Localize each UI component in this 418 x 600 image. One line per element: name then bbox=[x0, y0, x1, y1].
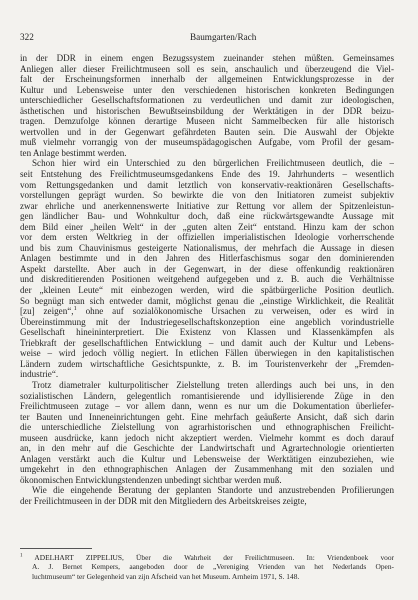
running-head: Baumgarten/Rach bbox=[190, 32, 257, 42]
body-text bbox=[20, 53, 394, 507]
text-line: in der DDR in einem engen Bezugssystem zueinander stehen müßten. Gemeinsames bbox=[20, 53, 394, 63]
text-line: museen ausdrücke, kann jedoch nicht akzeptiert werden. Vielmehr kommt es doch darauf bbox=[20, 432, 394, 443]
text-line: tragen. Demzufolge können derartige Museen nicht Sammelbecken für alle historisch bbox=[20, 116, 394, 127]
text-line: So begnügt man sich entweder damit, möglichst genau die „einstige Wirklichkeit, die Realität bbox=[20, 295, 394, 306]
footnote-line: luchtmuseum“ ter Gelegenheid van zijn Afscheid van het Museum. Arnheim 1971, S. 148. bbox=[32, 571, 300, 581]
text-line: ökonomischen Entwicklungstendenzen unbedingt sichtbar werden muß. bbox=[20, 474, 282, 485]
text-line: [zu] zeigen“,$^1$ ohne auf sozialökonomische Ursachen zu verweisen, oder es wird in bbox=[20, 306, 394, 317]
text-line: ten Anlage bestimmt werden. bbox=[20, 147, 127, 158]
text-line: Aspekt darstellte. Aber auch in der Gegenwart, in der diese offenkundig reaktionären bbox=[20, 263, 394, 274]
text-line: und diskreditierenden Positionen weitgehend aufgegeben und z. B. auch die Verhältnisse bbox=[20, 274, 394, 285]
text-line: umgekehrt in den ethnographischen Anlagen der Zusammenhang mit den sozialen und bbox=[20, 464, 394, 475]
page-header bbox=[20, 32, 396, 46]
text-line: unterschiedlicher Gesellschaftsformationen zu verdeutlichen und damit zur ideologischen, bbox=[20, 95, 394, 106]
text-line: vom Rettungsgedanken und damit letztlich von konservativ-reaktionären Gesellschafts- bbox=[20, 179, 394, 190]
text-line: dem Bild einer „heilen Welt“ in der „guten alten Zeit“ entstand. Hinzu kam der schon bbox=[20, 221, 394, 232]
text-line: an, in den mehr auf die Geschichte der Landwirtschaft und Agrartechnologie orientierten bbox=[20, 443, 394, 454]
text-line: der „kleinen Leute“ mit einbezogen werden, wird die spätbürgerliche Position deutlich. bbox=[20, 285, 394, 296]
text-line: Triebkraft der gesellschaftlichen Entwicklung – und damit auch der Kultur und Lebens- bbox=[20, 337, 394, 348]
footnote bbox=[20, 553, 394, 581]
text-line: sozialistischen Ländern, gelegentlich romantisierende und idyllisierende Züge in den bbox=[20, 390, 394, 401]
text-line: weise – wird jedoch völlig negiert. In etlichen Fällen überwiegen in den kapitalistischen bbox=[20, 348, 394, 359]
text-line: wertvollen und in der Gegenwart gefährdeten Bauten sein. Die Auswahl der Objekte bbox=[20, 126, 394, 137]
text-line: Wie die eingehende Beratung der geplanten Standorte und anzustrebenden Profilierungen bbox=[32, 485, 394, 496]
text-line: und bis zum Chauvinismus gesteigerte Nationalismus, der mehrfach die Aussage in diesen bbox=[20, 242, 394, 253]
text-line: Anlagen bestimmte und in den Jahren des Hitlerfaschismus sogar den dominierenden bbox=[20, 253, 394, 264]
text-line: Kultur und Lebensweise unter den verschiedenen historischen konkreten Bedingungen bbox=[20, 84, 394, 95]
text-line: falt der Erscheinungsformen innerhalb der allgemeinen Entwicklungsprozesse in der bbox=[20, 74, 394, 85]
text-line: Ländern zudem wirtschaftliche Gesichtspunkte, z. B. im Touristenverkehr der „Fremden- bbox=[20, 358, 394, 369]
text-line: Schon hier wird ein Unterschied zu den bürgerlichen Freilichtmuseen deutlich, die – bbox=[32, 158, 394, 169]
text-line: die unterschiedliche Zielstellung von agrarhistorischen und ethnographischen Freilicht- bbox=[20, 422, 394, 433]
text-line: Anliegen aller dieser Freilichtmuseen soll es sein, anschaulich und überzeugend die Viel- bbox=[20, 63, 394, 74]
text-line: ter Bauten und Inneneinrichtungen geht. Eine mehrfach geäußerte Ansicht, daß sich darin bbox=[20, 411, 394, 422]
text-line: Trotz diametraler kulturpolitischer Zielstellung treten allerdings auch bei uns, in den bbox=[32, 379, 394, 390]
text-line: gen ländlicher Bau- und Wohnkultur doch, daß eine rückwärtsgewandte Aussage mit bbox=[20, 211, 394, 222]
footnote-rule bbox=[20, 548, 92, 549]
text-line: vor dem ersten Weltkrieg in der offiziellen imperialistischen Ideologie vorherrschende bbox=[20, 232, 394, 243]
text-line: muß vielmehr vorrangig von der museumspädagogischen Aufgabe, vom Profil der gesam- bbox=[20, 137, 394, 148]
text-line: Gesellschaft hineininterpretiert. Die Existenz von Klassen und Klassenkämpfen als bbox=[20, 327, 394, 338]
page-number: 322 bbox=[20, 32, 34, 42]
footnote-line: $^1$ ADELHART ZIPPELIUS, Über die Wahrheit der Freilichtmuseen. In: Vriendenboek voor bbox=[20, 553, 394, 562]
text-line: ästhetischen und historischen Bewußtseinsbildung der Werktätigen in der DDR beizu- bbox=[20, 105, 394, 116]
text-line: industrie“. bbox=[20, 369, 59, 380]
text-line: seit Entstehung des Freilichtmuseumsgedankens Ende des 19. Jahrhunderts – wesentlich bbox=[20, 169, 394, 180]
text-line: Anlagen verstärkt auch die Kultur und Lebensweise der Werktätigen einzubeziehen, wie bbox=[20, 453, 394, 464]
footnote-line: A. J. Bernet Kempers, aangeboden door de „Vereniging Vrienden van het Nederlands Open- bbox=[32, 562, 394, 572]
text-line: zwar ehrliche und anerkennenswerte Initiative zur Rettung vor allem der Spitzenleistun- bbox=[20, 200, 394, 211]
text-line: Übereinstimmung mit der Industriegesellschaftskonzeption eine angeblich vorindustrielle bbox=[20, 316, 394, 327]
text-line: vorstellungen geprägt wurden. So bewirkte die von den Initiatoren zumeist subjektiv bbox=[20, 190, 394, 201]
text-line: der Freilichtmuseen in der DDR mit den Mitgliedern des Arbeitskreises zeigte, bbox=[20, 495, 307, 506]
text-line: Freilichtmuseen zutage – vor allem dann, wenn es nur um die Dokumentation überliefer- bbox=[20, 401, 394, 412]
